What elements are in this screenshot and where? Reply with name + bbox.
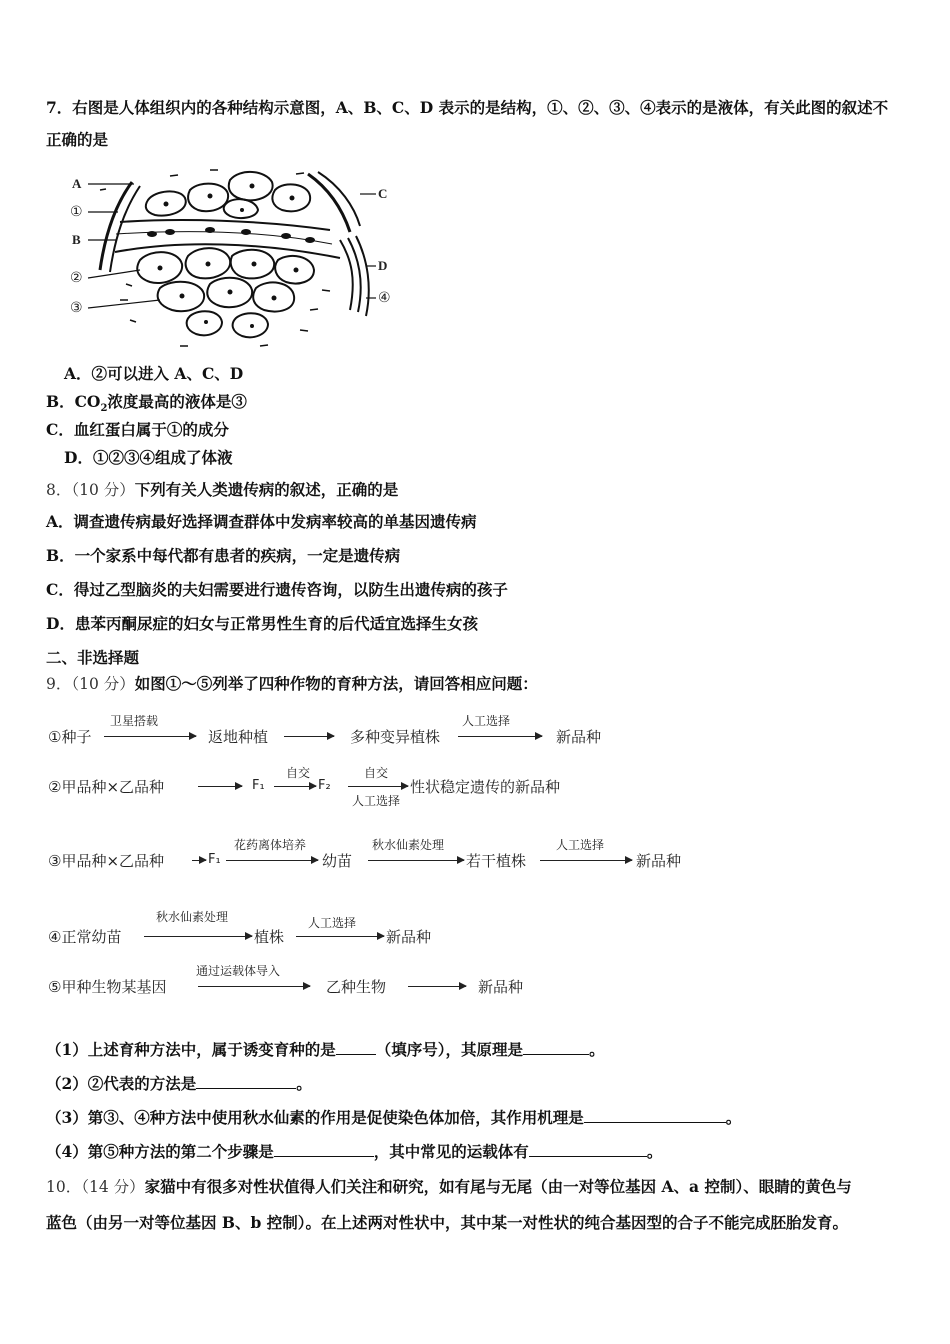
q10-line1: 10．（14 分）家猫中有很多对性状值得人们关注和研究，如有尾与无尾（由一对等位基因 A、a 控制）、眼睛的黄色与: [46, 1177, 852, 1196]
r3-arrow-2: [368, 860, 464, 861]
r2-label-selfing-2: 自交: [364, 766, 389, 780]
figure-label-circled-3: ③: [70, 300, 83, 316]
q7-option-b: B．$CO_2$浓度最高的液体是③: [46, 392, 247, 415]
r1-return-plant: 返地种植: [208, 728, 269, 746]
r2-f2: F₂: [318, 778, 331, 793]
r1-new-variety: 新品种: [556, 728, 602, 746]
figure-label-circled-4: ④: [378, 290, 391, 306]
q8-stem: 8．（10 分）下列有关人类遗传病的叙述，正确的是: [46, 480, 399, 499]
q8-option-b: B．一个家系中每代都有患者的疾病，一定是遗传病: [46, 546, 401, 565]
q10-line2: 蓝色（由另一对等位基因 B、b 控制）。在上述两对性状中，其中某一对性状的纯合基因型的合子不能完成胚胎发育。: [46, 1213, 848, 1232]
figure-label-d: D: [378, 258, 388, 273]
q8-option-c: C．得过乙型脑炎的夫妇需要进行遗传咨询，以防生出遗传病的孩子: [46, 580, 508, 599]
r3-arrow-1: [226, 860, 318, 861]
q7-option-d: D．①②③④组成了体液: [64, 448, 233, 467]
r2-label-select: 人工选择: [352, 794, 401, 808]
r1-arrow-2: [284, 736, 334, 737]
r3-label-anther-culture: 花药离体培养: [234, 838, 307, 852]
q8-option-a: A．调查遗传病最好选择调查群体中发病率较高的单基因遗传病: [46, 512, 477, 531]
r4-plants: 植株: [254, 928, 285, 946]
r3-plants: 若干植株: [466, 852, 527, 870]
r4-label-colchicine: 秋水仙素处理: [156, 910, 229, 924]
r5-label-vector: 通过运载体导入: [196, 964, 281, 978]
r3-label-select: 人工选择: [556, 838, 605, 852]
r4-new-variety: 新品种: [386, 928, 432, 946]
r4-arrow-1: [144, 936, 252, 937]
r1-seed: ①种子: [48, 728, 92, 746]
q9-stem: 9．（10 分）如图①～⑤列举了四种作物的育种方法，请回答相应问题：: [46, 674, 538, 693]
r1-label-satellite: 卫星搭载: [110, 714, 159, 728]
r3-label-colchicine: 秋水仙素处理: [372, 838, 445, 852]
r4-label-select: 人工选择: [308, 916, 357, 930]
q7-stem-line1: 7．右图是人体组织内的各种结构示意图，A、B、C、D 表示的是结构，①、②、③、④表示的是液体，有关此图的叙述不: [46, 98, 889, 117]
figure-label-b: B: [72, 232, 81, 247]
r2-stable-variety: 性状稳定遗传的新品种: [410, 778, 561, 796]
figure-label-circled-1: ①: [70, 204, 83, 220]
r5-gene: ⑤甲种生物某基因: [48, 978, 167, 996]
q8-option-d: D．患苯丙酮尿症的妇女与正常男性生育的后代适宜选择生女孩: [46, 614, 478, 633]
q7-option-a: A．②可以进入 A、C、D: [64, 364, 244, 383]
r5-arrow-1: [198, 986, 310, 987]
r1-label-select: 人工选择: [462, 714, 511, 728]
q9-sub1: （1）上述育种方法中，属于诱变育种的是 （填序号），其原理是 。: [46, 1040, 605, 1059]
r2-label-selfing-1: 自交: [286, 766, 311, 780]
q9-sub4: （4）第⑤种方法的第二个步骤是 ，其中常见的运载体有 。: [46, 1142, 663, 1161]
tissue-diagram-illustration: [60, 160, 400, 358]
r3-f1: F₁: [208, 852, 221, 867]
r3-arrow-3: [540, 860, 632, 861]
r2-f1: F₁: [252, 778, 265, 793]
r4-seedling: ④正常幼苗: [48, 928, 122, 946]
r1-variant-plants: 多种变异植株: [350, 728, 441, 746]
r5-arrow-2: [408, 986, 466, 987]
r3-seedling: 幼苗: [322, 852, 353, 870]
r5-organism: 乙种生物: [326, 978, 387, 996]
q7-option-c: C．血红蛋白属于①的成分: [46, 420, 229, 439]
r1-arrow-3: [458, 736, 542, 737]
tissue-structure-figure: [60, 160, 400, 358]
r3-arrow-0: [192, 860, 206, 861]
r3-new-variety: 新品种: [636, 852, 682, 870]
q9-sub2: （2）②代表的方法是 。: [46, 1074, 312, 1093]
breeding-methods-diagram: [46, 706, 726, 1006]
r2-arrow-1: [198, 786, 242, 787]
r5-new-variety: 新品种: [478, 978, 524, 996]
figure-label-circled-2: ②: [70, 270, 83, 286]
r2-arrow-2: [274, 786, 316, 787]
r1-arrow-1: [104, 736, 196, 737]
q9-sub3: （3）第③、④种方法中使用秋水仙素的作用是促使染色体加倍，其作用机理是 。: [46, 1108, 742, 1127]
r3-parents: ③甲品种×乙品种: [48, 852, 165, 870]
r4-arrow-2: [296, 936, 384, 937]
figure-label-a: A: [72, 176, 82, 191]
q7-stem-line2: 正确的是: [46, 130, 109, 149]
figure-label-c: C: [378, 186, 388, 201]
r2-arrow-3: [348, 786, 408, 787]
section-heading: 二、非选择题: [46, 648, 140, 667]
r2-parents: ②甲品种×乙品种: [48, 778, 165, 796]
